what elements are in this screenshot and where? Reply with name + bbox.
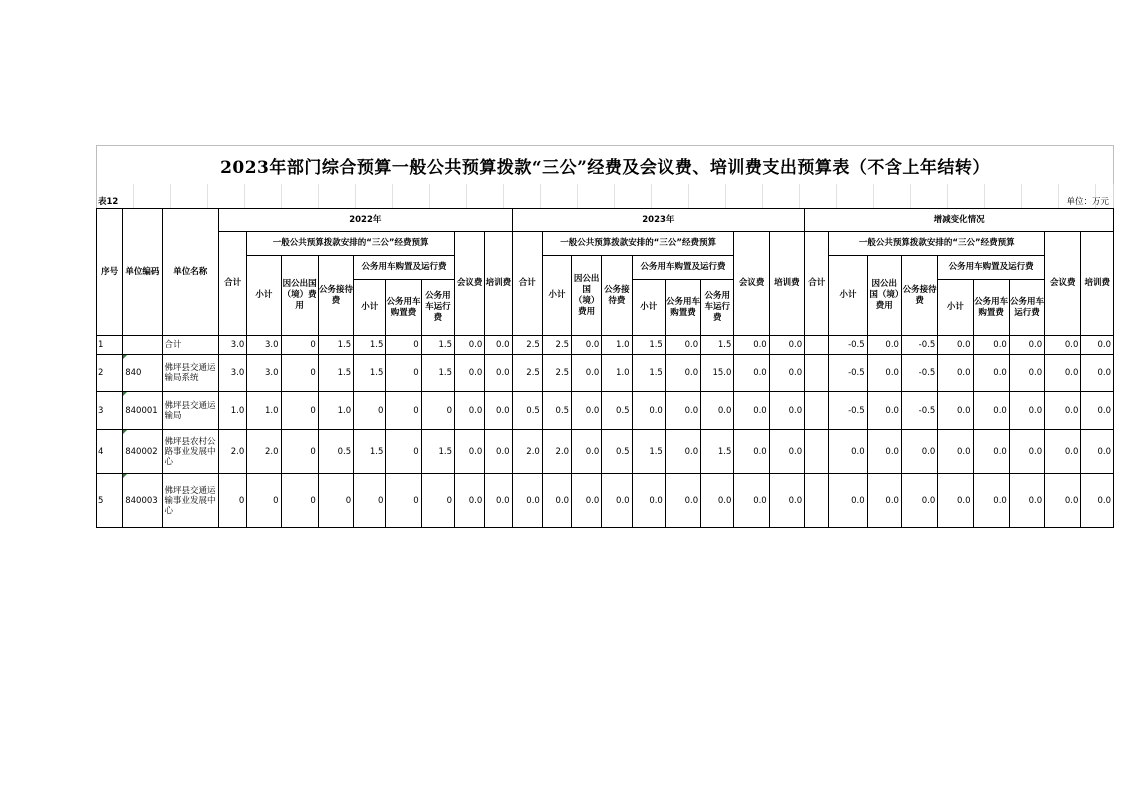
cell-value: 1.5 xyxy=(632,336,665,355)
cell-value: 3.0 xyxy=(219,355,247,392)
header-group-2022: 2022年 xyxy=(219,209,513,232)
cell-value: 0.0 xyxy=(1045,474,1081,528)
cell-value: 0.0 xyxy=(769,430,804,474)
cell-value: 0.5 xyxy=(512,392,542,430)
header-training-change: 培训费 xyxy=(1081,232,1114,336)
cell-value: 1.5 xyxy=(421,430,454,474)
table-number: 表12 xyxy=(98,197,119,207)
cell-value: 2.0 xyxy=(512,430,542,474)
cell-value: 0 xyxy=(354,392,386,430)
cell-value: 15.0 xyxy=(701,355,734,392)
cell-value: 0 xyxy=(421,474,454,528)
cell-code: 840002 xyxy=(123,430,162,474)
cell-value: 0 xyxy=(421,392,454,430)
cell-name: 佛坪县农村公路事业发展中心 xyxy=(162,430,218,474)
cell-value: 0.5 xyxy=(602,430,632,474)
cell-value: 0.0 xyxy=(938,355,973,392)
cell-value: 0.0 xyxy=(485,336,512,355)
cell-value: 0.0 xyxy=(572,355,602,392)
cell-value: 0.0 xyxy=(769,336,804,355)
header-car-buy-2022: 公务用车购置费 xyxy=(386,280,421,336)
header-meeting-2023: 会议费 xyxy=(734,232,769,336)
cell-value: 0.0 xyxy=(973,336,1009,355)
cell-value: 1.5 xyxy=(632,355,665,392)
cell-value: -0.5 xyxy=(901,336,937,355)
budget-table xyxy=(96,208,1114,528)
header-group-change: 增减变化情况 xyxy=(805,209,1114,232)
cell-name: 佛坪县交通运输局系统 xyxy=(162,355,218,392)
header-car-run-2023: 公务用车运行费 xyxy=(701,280,734,336)
cell-value: 1.5 xyxy=(701,430,734,474)
cell-seq: 3 xyxy=(97,392,123,430)
cell-value: 0.0 xyxy=(1009,430,1044,474)
cell-value: 0.0 xyxy=(632,474,665,528)
header-sangong-change: 一般公共预算拨款安排的“三公”经费预算 xyxy=(829,232,1045,256)
cell-value: 0.0 xyxy=(572,474,602,528)
cell-value: 1.0 xyxy=(602,355,632,392)
cell-value: 0.0 xyxy=(734,474,769,528)
cell-value: 0.0 xyxy=(829,430,867,474)
header-car-run-change: 公务用车运行费 xyxy=(1009,280,1044,336)
cell-value: 0.0 xyxy=(973,474,1009,528)
cell-value: 0.0 xyxy=(734,430,769,474)
cell-value: 3.0 xyxy=(247,355,281,392)
cell-value: 0 xyxy=(386,392,421,430)
header-reception-2022: 公务接待费 xyxy=(318,256,353,336)
cell-code: 840 xyxy=(123,355,162,392)
cell-value: 0.0 xyxy=(485,392,512,430)
title-box xyxy=(96,145,1114,184)
cell-value: 0.0 xyxy=(485,430,512,474)
header-seq: 序号 xyxy=(97,209,123,336)
header-meeting-change: 会议费 xyxy=(1045,232,1081,336)
header-abroad-change: 因公出国（境）费用 xyxy=(867,256,901,336)
cell-value: 0 xyxy=(281,355,318,392)
cell-value: 0.0 xyxy=(1081,355,1114,392)
cell-value: 0.0 xyxy=(454,474,484,528)
cell-value: 1.0 xyxy=(219,392,247,430)
cell-code xyxy=(123,336,162,355)
cell-seq: 2 xyxy=(97,355,123,392)
cell-value: 0 xyxy=(386,336,421,355)
header-abroad-2022: 因公出国（境）费用 xyxy=(281,256,318,336)
cell-value: 0.0 xyxy=(973,355,1009,392)
cell-value xyxy=(805,474,829,528)
header-training-2022: 培训费 xyxy=(485,232,512,336)
cell-value: 0.0 xyxy=(454,355,484,392)
cell-value: 1.5 xyxy=(318,336,353,355)
cell-value: 1.0 xyxy=(247,392,281,430)
header-reception-2023: 公务接待费 xyxy=(602,256,632,336)
cell-value: 0.0 xyxy=(901,430,937,474)
header-total-change: 合计 xyxy=(805,232,829,336)
cell-value: 0 xyxy=(354,474,386,528)
cell-value: 0 xyxy=(386,430,421,474)
header-car-group-2022: 公务用车购置及运行费 xyxy=(354,256,455,280)
cell-value: 0.0 xyxy=(665,430,700,474)
header-meeting-2022: 会议费 xyxy=(454,232,484,336)
page-title: 2023年部门综合预算一般公共预算拨款“三公”经费及会议费、培训费支出预算表（不含上年结转） xyxy=(220,157,990,178)
header-subtotal-change: 小计 xyxy=(829,256,867,336)
header-car-group-2023: 公务用车购置及运行费 xyxy=(632,256,734,280)
cell-value: 1.5 xyxy=(354,355,386,392)
cell-seq: 4 xyxy=(97,430,123,474)
cell-value: 0.0 xyxy=(867,336,901,355)
header-car-group-change: 公务用车购置及运行费 xyxy=(938,256,1045,280)
cell-value: 0.0 xyxy=(1081,430,1114,474)
cell-value: 1.5 xyxy=(354,336,386,355)
meta-row xyxy=(96,184,1114,208)
header-reception-change: 公务接待费 xyxy=(901,256,937,336)
cell-value: 0.0 xyxy=(769,355,804,392)
budget-sheet xyxy=(96,145,1114,528)
cell-value: 0.0 xyxy=(1045,392,1081,430)
cell-value: 2.0 xyxy=(247,430,281,474)
cell-seq: 5 xyxy=(97,474,123,528)
table-row xyxy=(97,474,1114,528)
cell-value: -0.5 xyxy=(901,392,937,430)
cell-value: 0 xyxy=(281,474,318,528)
cell-value: 1.5 xyxy=(354,430,386,474)
header-subtotal-2022: 小计 xyxy=(247,256,281,336)
cell-value: 0.0 xyxy=(512,474,542,528)
cell-value xyxy=(805,430,829,474)
cell-value: 0.5 xyxy=(542,392,571,430)
header-total-2023: 合计 xyxy=(512,232,542,336)
cell-value: 0.5 xyxy=(602,392,632,430)
header-group-2023: 2023年 xyxy=(512,209,805,232)
cell-value: 0.0 xyxy=(1081,336,1114,355)
cell-value: 0 xyxy=(386,474,421,528)
cell-value: 2.0 xyxy=(219,430,247,474)
cell-value: 0.0 xyxy=(769,474,804,528)
header-abroad-2023: 因公出国（境）费用 xyxy=(572,256,602,336)
cell-value: 0.0 xyxy=(901,474,937,528)
cell-value: 0.0 xyxy=(1081,474,1114,528)
cell-value: 3.0 xyxy=(219,336,247,355)
cell-value: 0.0 xyxy=(632,392,665,430)
cell-value: 0.0 xyxy=(602,474,632,528)
table-row xyxy=(97,336,1114,355)
cell-value: 0 xyxy=(318,474,353,528)
cell-value: 0.0 xyxy=(938,392,973,430)
header-car-buy-2023: 公务用车购置费 xyxy=(665,280,700,336)
cell-code: 840003 xyxy=(123,474,162,528)
cell-value: 0.0 xyxy=(454,392,484,430)
cell-value: 0.0 xyxy=(1009,392,1044,430)
cell-value: 0.0 xyxy=(572,430,602,474)
header-total-2022: 合计 xyxy=(219,232,247,336)
cell-name: 佛坪县交通运输事业发展中心 xyxy=(162,474,218,528)
cell-name: 合计 xyxy=(162,336,218,355)
cell-value: 1.5 xyxy=(701,336,734,355)
cell-value: -0.5 xyxy=(829,355,867,392)
cell-value: 1.5 xyxy=(421,336,454,355)
cell-value: 0.0 xyxy=(665,392,700,430)
cell-value: -0.5 xyxy=(901,355,937,392)
cell-value: 1.5 xyxy=(318,355,353,392)
cell-value: 0.0 xyxy=(867,355,901,392)
cell-value: 0.0 xyxy=(572,336,602,355)
cell-value: -0.5 xyxy=(829,392,867,430)
table-body xyxy=(97,336,1114,528)
cell-value: 0.0 xyxy=(973,392,1009,430)
header-car-subtotal-2022: 小计 xyxy=(354,280,386,336)
cell-value: 0 xyxy=(281,392,318,430)
cell-value xyxy=(805,355,829,392)
cell-value: 0.0 xyxy=(938,336,973,355)
cell-value: 0 xyxy=(386,355,421,392)
cell-seq: 1 xyxy=(97,336,123,355)
cell-code: 840001 xyxy=(123,392,162,430)
header-subtotal-2023: 小计 xyxy=(542,256,571,336)
cell-value: 0.0 xyxy=(867,474,901,528)
cell-value: 0.0 xyxy=(829,474,867,528)
cell-name: 佛坪县交通运输局 xyxy=(162,392,218,430)
cell-value: 0.0 xyxy=(665,355,700,392)
cell-value: 1.0 xyxy=(318,392,353,430)
cell-value: 0.0 xyxy=(454,430,484,474)
cell-value xyxy=(805,336,829,355)
cell-value: 0.0 xyxy=(1045,336,1081,355)
cell-value: 0.0 xyxy=(734,336,769,355)
header-training-2023: 培训费 xyxy=(769,232,804,336)
cell-value: 0.0 xyxy=(1045,430,1081,474)
header-code: 单位编码 xyxy=(123,209,162,336)
header-car-subtotal-2023: 小计 xyxy=(632,280,665,336)
cell-value: 0.0 xyxy=(1009,355,1044,392)
cell-value: 0.0 xyxy=(485,474,512,528)
cell-value: 0.0 xyxy=(1009,474,1044,528)
cell-value: 0.0 xyxy=(572,392,602,430)
cell-value: 0.0 xyxy=(665,336,700,355)
cell-value: 0.0 xyxy=(701,474,734,528)
cell-value: 2.5 xyxy=(512,336,542,355)
cell-value: 0.0 xyxy=(665,474,700,528)
header-car-buy-change: 公务用车购置费 xyxy=(973,280,1009,336)
cell-value: 0.5 xyxy=(318,430,353,474)
unit-label: 单位：万元 xyxy=(1066,197,1109,207)
cell-value: 0.0 xyxy=(485,355,512,392)
cell-value: 0.0 xyxy=(1045,355,1081,392)
cell-value: 1.5 xyxy=(632,430,665,474)
header-car-run-2022: 公务用车运行费 xyxy=(421,280,454,336)
cell-value: 1.5 xyxy=(421,355,454,392)
cell-value: 0.0 xyxy=(542,474,571,528)
cell-value: 0.0 xyxy=(938,430,973,474)
cell-value: 0.0 xyxy=(734,355,769,392)
cell-value: 0.0 xyxy=(867,430,901,474)
cell-value: 0.0 xyxy=(1081,392,1114,430)
cell-value: -0.5 xyxy=(829,336,867,355)
cell-value: 0 xyxy=(219,474,247,528)
cell-value: 2.5 xyxy=(512,355,542,392)
cell-value: 1.0 xyxy=(602,336,632,355)
header-car-subtotal-change: 小计 xyxy=(938,280,973,336)
cell-value: 3.0 xyxy=(247,336,281,355)
cell-value: 2.5 xyxy=(542,355,571,392)
cell-value: 2.0 xyxy=(542,430,571,474)
header-sangong-2023: 一般公共预算拨款安排的“三公”经费预算 xyxy=(542,232,734,256)
table-row xyxy=(97,355,1114,392)
cell-value: 0.0 xyxy=(1009,336,1044,355)
cell-value: 0.0 xyxy=(701,392,734,430)
header-sangong-2022: 一般公共预算拨款安排的“三公”经费预算 xyxy=(247,232,455,256)
cell-value: 0 xyxy=(247,474,281,528)
cell-value xyxy=(805,392,829,430)
cell-value: 2.5 xyxy=(542,336,571,355)
cell-value: 0.0 xyxy=(769,392,804,430)
cell-value: 0 xyxy=(281,430,318,474)
cell-value: 0.0 xyxy=(938,474,973,528)
cell-value: 0.0 xyxy=(867,392,901,430)
header-name: 单位名称 xyxy=(162,209,218,336)
table-row xyxy=(97,392,1114,430)
cell-value: 0.0 xyxy=(973,430,1009,474)
table-row xyxy=(97,430,1114,474)
cell-value: 0.0 xyxy=(454,336,484,355)
cell-value: 0.0 xyxy=(734,392,769,430)
cell-value: 0 xyxy=(281,336,318,355)
